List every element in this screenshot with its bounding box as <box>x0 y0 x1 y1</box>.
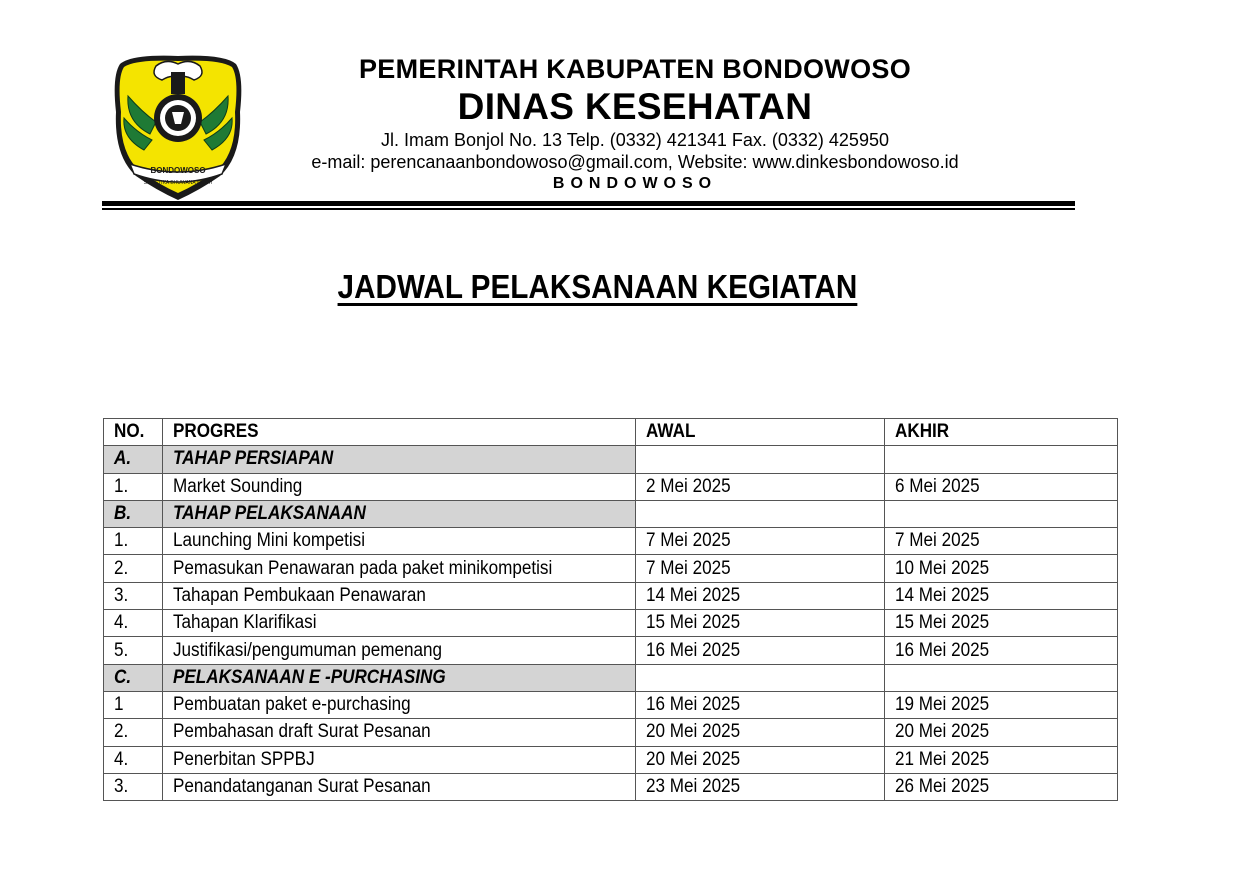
row-akhir: 20 Mei 2025 <box>885 719 1118 746</box>
row-awal <box>636 500 885 527</box>
row-progres: Pemasukan Penawaran pada paket minikompetisi <box>163 555 636 582</box>
row-awal: 23 Mei 2025 <box>636 773 885 800</box>
row-awal <box>636 446 885 473</box>
row-no: 4. <box>104 746 163 773</box>
row-akhir: 26 Mei 2025 <box>885 773 1118 800</box>
bondowoso-regency-emblem <box>110 52 246 202</box>
row-no: 3. <box>104 582 163 609</box>
row-akhir: 6 Mei 2025 <box>885 473 1118 500</box>
row-progres: Tahapan Klarifikasi <box>163 610 636 637</box>
row-akhir: 19 Mei 2025 <box>885 691 1118 718</box>
column-header-progres: PROGRES <box>163 419 636 446</box>
row-no: 3. <box>104 773 163 800</box>
table-row <box>104 582 1118 609</box>
row-akhir: 21 Mei 2025 <box>885 746 1118 773</box>
row-progres: PELAKSANAAN E -PURCHASING <box>163 664 636 691</box>
row-no: C. <box>104 664 163 691</box>
table-row <box>104 473 1118 500</box>
row-progres: Pembuatan paket e-purchasing <box>163 691 636 718</box>
row-no: 5. <box>104 637 163 664</box>
section-row <box>104 664 1118 691</box>
row-progres: Market Sounding <box>163 473 636 500</box>
row-awal: 15 Mei 2025 <box>636 610 885 637</box>
row-awal: 20 Mei 2025 <box>636 719 885 746</box>
row-awal: 16 Mei 2025 <box>636 691 885 718</box>
row-awal: 16 Mei 2025 <box>636 637 885 664</box>
agency-name: DINAS KESEHATAN <box>457 86 813 127</box>
row-no: 1 <box>104 691 163 718</box>
row-progres: Launching Mini kompetisi <box>163 528 636 555</box>
table-row <box>104 637 1118 664</box>
row-no: 2. <box>104 555 163 582</box>
row-progres: Tahapan Pembukaan Penawaran <box>163 582 636 609</box>
row-akhir: 10 Mei 2025 <box>885 555 1118 582</box>
row-awal: 14 Mei 2025 <box>636 582 885 609</box>
column-header-no: NO. <box>104 419 163 446</box>
row-progres: TAHAP PERSIAPAN <box>163 446 636 473</box>
row-no: 1. <box>104 528 163 555</box>
row-progres: TAHAP PELAKSANAAN <box>163 500 636 527</box>
table-row <box>104 555 1118 582</box>
letterhead-divider-thick <box>102 201 1075 206</box>
row-no: 4. <box>104 610 163 637</box>
row-akhir: 16 Mei 2025 <box>885 637 1118 664</box>
row-akhir: 14 Mei 2025 <box>885 582 1118 609</box>
agency-city: BONDOWOSO <box>552 175 718 192</box>
row-akhir: 7 Mei 2025 <box>885 528 1118 555</box>
agency-contact: e-mail: perencanaanbondowoso@gmail.com, Website: www.dinkesbondowoso.id <box>311 152 959 172</box>
government-name: PEMERINTAH KABUPATEN BONDOWOSO <box>359 54 911 84</box>
table-row <box>104 610 1118 637</box>
row-progres: Pembahasan draft Surat Pesanan <box>163 719 636 746</box>
row-awal: 2 Mei 2025 <box>636 473 885 500</box>
emblem-banner-text: BONDOWOSO <box>150 166 206 175</box>
row-akhir <box>885 500 1118 527</box>
section-row <box>104 500 1118 527</box>
row-progres: Penandatanganan Surat Pesanan <box>163 773 636 800</box>
row-progres: Justifikasi/pengumuman pemenang <box>163 637 636 664</box>
table-row <box>104 746 1118 773</box>
row-no: 2. <box>104 719 163 746</box>
letterhead-divider-thin <box>102 208 1075 210</box>
column-header-akhir: AKHIR <box>885 419 1118 446</box>
row-no: 1. <box>104 473 163 500</box>
section-row <box>104 446 1118 473</box>
table-header-row <box>104 419 1118 446</box>
row-akhir: 15 Mei 2025 <box>885 610 1118 637</box>
table-row <box>104 528 1118 555</box>
row-no: A. <box>104 446 163 473</box>
table-row <box>104 719 1118 746</box>
row-awal: 7 Mei 2025 <box>636 555 885 582</box>
schedule-table <box>103 418 1118 801</box>
column-header-awal: AWAL <box>636 419 885 446</box>
row-no: B. <box>104 500 163 527</box>
document-title: JADWAL PELAKSANAAN KEGIATAN <box>337 268 858 305</box>
table-row <box>104 691 1118 718</box>
row-akhir <box>885 446 1118 473</box>
row-akhir <box>885 664 1118 691</box>
row-awal: 7 Mei 2025 <box>636 528 885 555</box>
emblem-motto-text: SWASTIKA BHUWANA MUKTI <box>143 180 213 186</box>
row-awal <box>636 664 885 691</box>
row-awal: 20 Mei 2025 <box>636 746 885 773</box>
table-row <box>104 773 1118 800</box>
row-progres: Penerbitan SPPBJ <box>163 746 636 773</box>
agency-address: Jl. Imam Bonjol No. 13 Telp. (0332) 421341 Fax. (0332) 425950 <box>381 130 889 150</box>
